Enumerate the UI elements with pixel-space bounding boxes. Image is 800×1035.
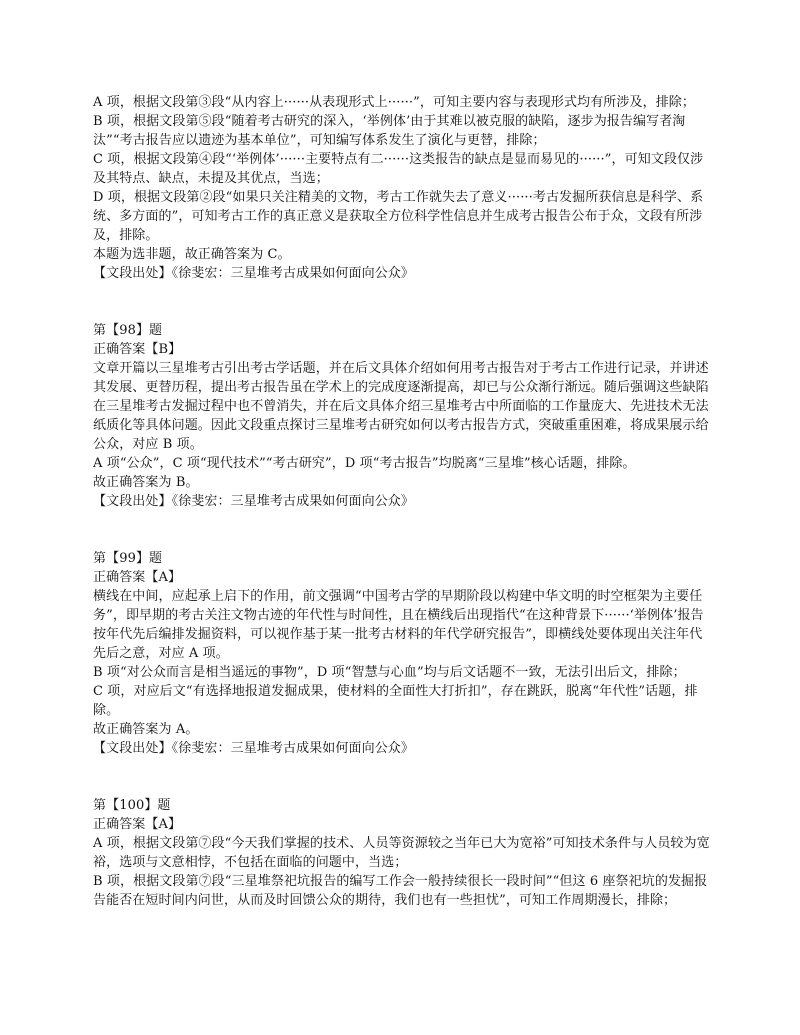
section-gap <box>93 511 713 549</box>
explanation-text: 文章开篇以三星堆考古引出考古学话题，并在后文具体介绍如何用考古报告对于考古工作进行记录，并讲述其发展、更替历程，提出考古报告虽在学术上的完成度逐渐提高，却已与公众渐行渐远。随后强调这些缺陷在三星堆考古发掘过程中也不曾消失，并在后文具体介绍三星堆考古中所面临的工作量庞大、先进技术无法纸质化等具体问题。因此文段重点探讨三星堆考古研究如何以考古报告方式，突破重重困难，将成果展示给公众，对应 B 项。 <box>93 361 709 452</box>
correct-answer: 正确答案【A】 <box>93 570 182 585</box>
option-a-analysis: A 项，根据文段第⑦段“今天我们掌握的技术、人员等资源较之当年已大为宽裕”可知技术条件与人员较为宽裕，选项与文意相悖，不包括在面临的问题中，当选； <box>93 836 710 870</box>
source-citation: 【文段出处】《徐斐宏：三星堆考古成果如何面向公众》 <box>93 741 415 756</box>
option-c-analysis: C 项，根据文段第④段“‘举例体’······主要特点有二······这类报告的缺点是显而易见的······”，可知文段仅涉及其特点、缺点，未提及其优点，当选； <box>93 152 704 186</box>
question-98 <box>93 321 713 511</box>
section-gap <box>93 758 713 796</box>
source-citation: 【文段出处】《徐斐宏：三星堆考古成果如何面向公众》 <box>93 266 415 281</box>
option-b-analysis: B 项，根据文段第⑦段“三星堆祭祀坑报告的编写工作会一般持续很长一段时间”“但这 6 座祭祀坑的发掘报告能否在短时间内问世，从而及时回馈公众的期待，我们也有一些担忧”，可知工作周期漫长，排除； <box>93 874 708 908</box>
answer-conclusion: 本题为选非题，故正确答案为 C。 <box>93 247 291 262</box>
correct-answer: 正确答案【A】 <box>93 817 182 832</box>
option-b-analysis: B 项，根据文段第⑤段“随着考古研究的深入，‘举例体’由于其难以被克服的缺陷，逐步为报告编写者淘汰”“考古报告应以遗迹为基本单位”，可知编写体系发生了演化与更替，排除； <box>93 114 686 148</box>
question-title: 第【98】题 <box>93 323 163 338</box>
correct-answer: 正确答案【B】 <box>93 342 182 357</box>
q97-explanation <box>93 93 713 283</box>
question-99 <box>93 549 713 758</box>
question-title: 第【100】题 <box>93 798 171 813</box>
source-citation: 【文段出处】《徐斐宏：三星堆考古成果如何面向公众》 <box>93 494 415 509</box>
question-title: 第【99】题 <box>93 551 163 566</box>
section-gap <box>93 283 713 321</box>
option-a-analysis: A 项，根据文段第③段“从内容上······从表现形式上······”，可知主要内容与表现形式均有所涉及，排除； <box>93 95 696 110</box>
option-d-analysis: D 项，根据文段第②段“如果只关注精美的文物，考古工作就失去了意义······考古发掘所获信息是科学、系统、多方面的”，可知考古工作的真正意义是获取全方位科学性信息并生成考古报告公布于众，文段有所涉及，排除。 <box>93 190 704 243</box>
question-100 <box>93 796 713 910</box>
answer-conclusion: 故正确答案为 B。 <box>93 475 199 490</box>
document-body <box>93 93 713 910</box>
option-c-analysis: C 项，对应后文“有选择地报道发掘成果，使材料的全面性大打折扣”，存在跳跃，脱离“年代性”话题，排除。 <box>93 684 698 718</box>
option-bd-analysis: B 项“对公众而言是相当遥远的事物”，D 项“智慧与心血”均与后文话题不一致，无法引出后文，排除； <box>93 665 686 680</box>
options-analysis: A 项“公众”，C 项“现代技术”“考古研究”，D 项“考古报告”均脱离“三星堆”核心话题，排除。 <box>93 456 636 471</box>
answer-conclusion: 故正确答案为 A。 <box>93 722 199 737</box>
explanation-text: 横线在中间，应起承上启下的作用，前文强调“中国考古学的早期阶段以构建中华文明的时空框架为主要任务”，即早期的考古关注文物古迹的年代性与时间性，且在横线后出现指代“在这种背景下······‘举例体’报告按年代先后编排发掘资料，可以视作基于某一批考古材料的年代学研究报告”，即横线处要体现出关注年代先后之意，对应 A 项。 <box>93 589 704 661</box>
